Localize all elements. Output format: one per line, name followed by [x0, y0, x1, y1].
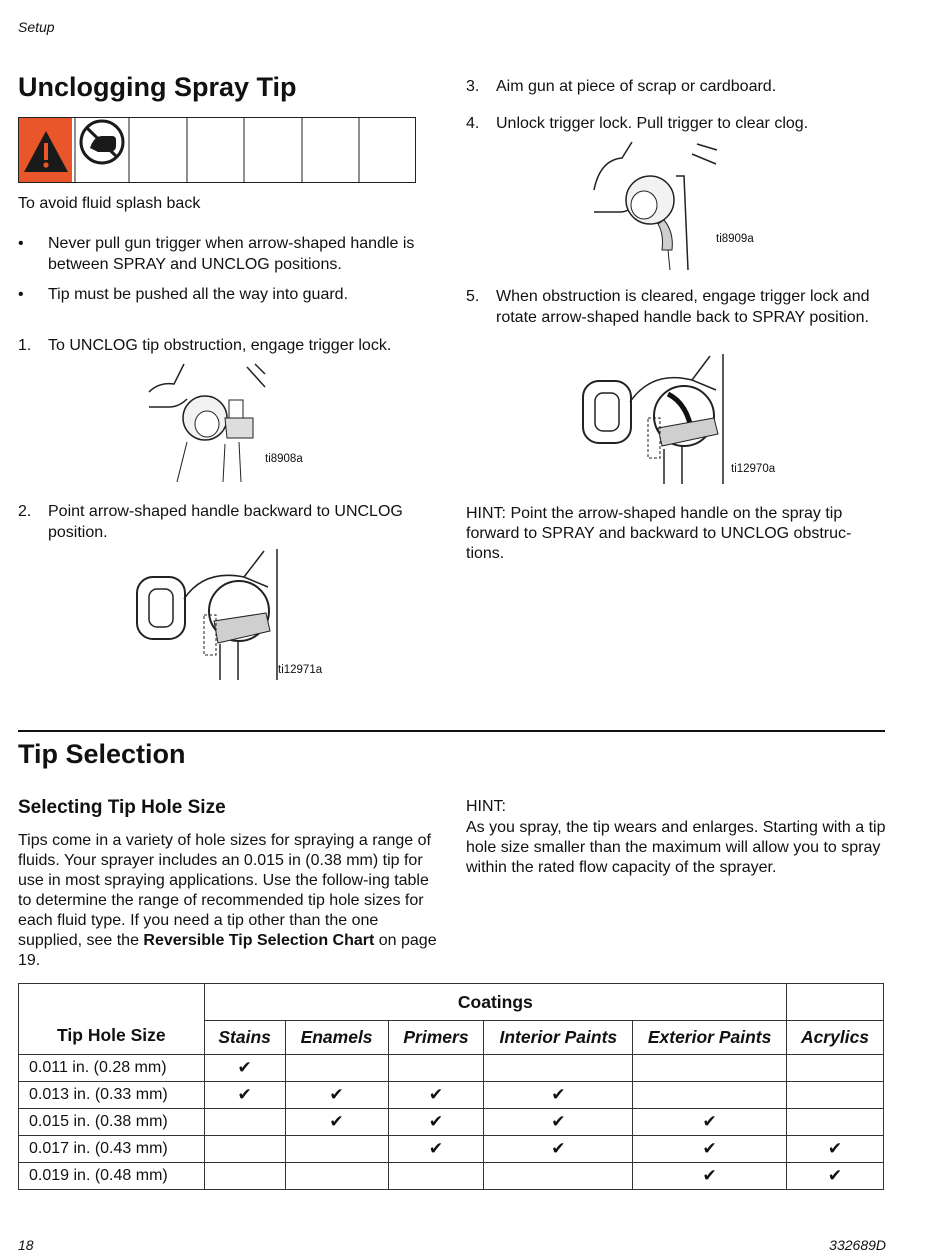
caution-triangle-icon	[19, 118, 72, 182]
check-cell: ✔	[285, 1082, 388, 1109]
tip-size-cell: 0.019 in. (0.48 mm)	[19, 1163, 205, 1190]
step-number: 5.	[466, 288, 480, 305]
chart-reference: Reversible Tip Selection Chart	[143, 932, 375, 949]
check-cell	[484, 1163, 633, 1190]
hint-label: HINT:	[466, 798, 506, 815]
step-text: Aim gun at piece of scrap or cardboard.	[496, 78, 777, 95]
check-cell: ✔	[388, 1082, 484, 1109]
check-cell: ✔	[285, 1109, 388, 1136]
step-text: When obstruction is cleared, engage trigger lock and rotate arrow-shaped handle back to SPRAY position.	[496, 288, 870, 326]
check-cell: ✔	[204, 1055, 285, 1082]
check-cell	[787, 1109, 884, 1136]
figure-caption: ti8908a	[265, 453, 303, 465]
step-number: 4.	[466, 115, 480, 132]
warning-bullet	[18, 285, 438, 306]
figure-caption: ti12970a	[731, 463, 776, 475]
warning-bullet	[18, 234, 438, 275]
check-cell	[285, 1136, 388, 1163]
tip-size-cell: 0.015 in. (0.38 mm)	[19, 1109, 205, 1136]
running-header: Setup	[18, 19, 55, 35]
coatings-header-blank	[787, 984, 884, 1021]
check-cell	[285, 1055, 388, 1082]
warning-intro: To avoid fluid splash back	[18, 195, 201, 212]
check-cell	[204, 1136, 285, 1163]
column-header: Primers	[388, 1021, 484, 1055]
unclog-position-illustration	[134, 549, 279, 680]
tip-hole-size-header: Tip Hole Size	[19, 984, 205, 1055]
page-number: 18	[18, 1237, 34, 1253]
pull-trigger-figure	[592, 140, 720, 270]
bullet-mark: •	[18, 286, 24, 303]
table-row	[19, 1163, 884, 1190]
check-cell	[633, 1055, 787, 1082]
table-row	[19, 1055, 884, 1082]
bullet-mark: •	[18, 235, 24, 252]
step-number: 1.	[18, 337, 32, 354]
page-title: Unclogging Spray Tip	[18, 72, 297, 102]
tip-size-cell: 0.017 in. (0.43 mm)	[19, 1136, 205, 1163]
bullet-text: Never pull gun trigger when arrow-shaped handle is between SPRAY and UNCLOG positions.	[48, 235, 415, 273]
trigger-lock-illustration	[147, 362, 268, 484]
tip-size-table	[18, 983, 884, 1190]
check-cell: ✔	[484, 1136, 633, 1163]
step-4	[466, 114, 886, 135]
unclog-hint: HINT: Point the arrow-shaped handle on the spray tip forward to SPRAY and backward to UNCLOG obstruc-tions.	[466, 505, 852, 562]
check-cell	[204, 1163, 285, 1190]
check-cell	[787, 1055, 884, 1082]
table-row	[19, 1082, 884, 1109]
check-cell	[787, 1082, 884, 1109]
pull-trigger-illustration	[592, 140, 720, 270]
check-cell: ✔	[787, 1136, 884, 1163]
bullet-text: Tip must be pushed all the way into guard.	[48, 286, 349, 303]
tip-selection-hint: As you spray, the tip wears and enlarges. Starting with a tip hole size smaller than the maximum will allow you to spray within the rated flow capacity of the sprayer.	[466, 819, 886, 876]
table-row	[19, 1136, 884, 1163]
step-1	[18, 336, 438, 357]
figure-caption: ti12971a	[278, 664, 323, 676]
body-text-end: on page 19.	[18, 932, 437, 969]
tip-selection-body	[18, 831, 438, 971]
spray-position-figure	[580, 354, 725, 484]
step-number: 2.	[18, 503, 32, 520]
column-header: Acrylics	[787, 1021, 884, 1055]
check-cell	[633, 1082, 787, 1109]
subsection-title: Selecting Tip Hole Size	[18, 797, 226, 818]
figure-caption: ti8909a	[716, 233, 754, 245]
section-title: Tip Selection	[18, 739, 186, 769]
table-row	[19, 1109, 884, 1136]
check-cell: ✔	[204, 1082, 285, 1109]
unclog-position-figure	[134, 549, 279, 680]
check-cell: ✔	[388, 1136, 484, 1163]
check-cell: ✔	[787, 1163, 884, 1190]
check-cell	[484, 1055, 633, 1082]
check-cell: ✔	[633, 1109, 787, 1136]
spray-position-illustration	[580, 354, 725, 484]
tip-size-cell: 0.011 in. (0.28 mm)	[19, 1055, 205, 1082]
step-text: To UNCLOG tip obstruction, engage trigger lock.	[48, 337, 392, 354]
warning-symbols	[18, 117, 416, 183]
step-2	[18, 502, 438, 543]
check-cell: ✔	[633, 1163, 787, 1190]
check-cell: ✔	[633, 1136, 787, 1163]
trigger-lock-figure	[147, 362, 268, 484]
step-text: Unlock trigger lock. Pull trigger to clear clog.	[496, 115, 809, 132]
column-header: Stains	[204, 1021, 285, 1055]
step-text: Point arrow-shaped handle backward to UNCLOG position.	[48, 503, 403, 541]
column-header: Interior Paints	[484, 1021, 633, 1055]
warning-symbol-strip	[18, 117, 416, 183]
step-5	[466, 287, 886, 328]
check-cell: ✔	[484, 1082, 633, 1109]
check-cell	[388, 1055, 484, 1082]
check-cell	[388, 1163, 484, 1190]
step-3	[466, 77, 886, 98]
check-cell	[204, 1109, 285, 1136]
no-hand-splash-icon	[81, 121, 123, 163]
column-header: Exterior Paints	[633, 1021, 787, 1055]
body-text: Tips come in a variety of hole sizes for spraying a range of fluids. Your sprayer includes an 0.015 in (0.38 mm) tip for use in most spraying applications. Use the follow-ing table to determine the range of recommended tip hole sizes for each fluid type. If you need a tip other than the one supplied, see the	[18, 832, 431, 949]
column-header: Enamels	[285, 1021, 388, 1055]
check-cell: ✔	[484, 1109, 633, 1136]
check-cell	[285, 1163, 388, 1190]
tip-size-cell: 0.013 in. (0.33 mm)	[19, 1082, 205, 1109]
step-number: 3.	[466, 78, 480, 95]
document-number: 332689D	[829, 1237, 886, 1253]
coatings-header: Coatings	[204, 984, 786, 1021]
section-divider	[18, 730, 885, 732]
check-cell: ✔	[388, 1109, 484, 1136]
